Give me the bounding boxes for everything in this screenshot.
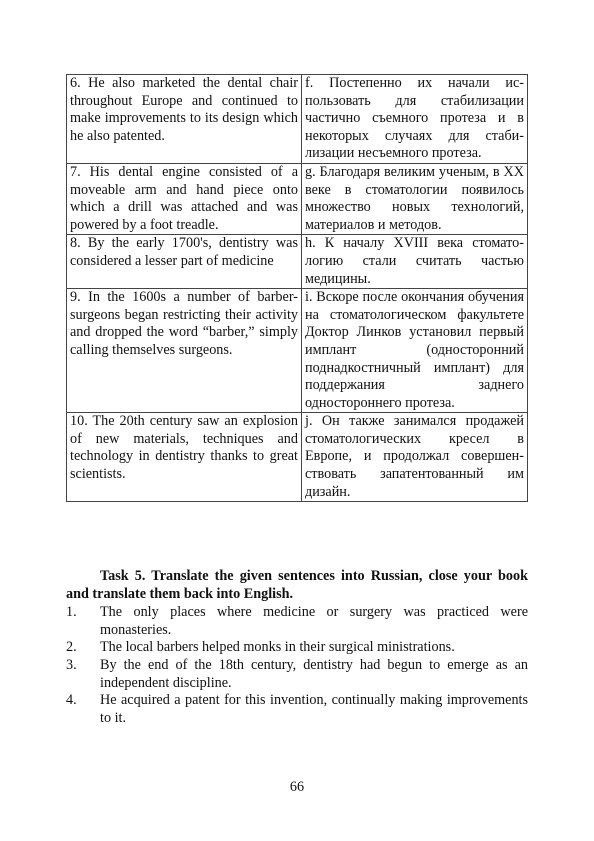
english-sentence-cell: 7. His dental engine consisted of a moveable arm and hand piece onto which a drill was attached and was powered by a foot treadle.: [67, 163, 302, 234]
russian-sentence-cell: h. К началу XVIII века стоматологию стали считать частью медицины.: [302, 235, 528, 289]
task-heading: Task 5. Translate the given sentences into Russian, close your book and translate them back into English.: [66, 568, 528, 602]
item-number: 2.: [66, 639, 77, 656]
english-sentence-cell: 10. The 20th century saw an explosion of new materials, techniques and technology in dentistry thanks to great scientists.: [67, 413, 302, 502]
english-sentence-cell: 9. In the 1600s a number of barber-surgeons began restricting their activity and dropped the word “barber,” simply calling themselves surgeons.: [67, 289, 302, 413]
table-row: [67, 75, 528, 164]
item-number: 3.: [66, 656, 77, 673]
item-text: The only places where medicine or surgery was practiced were monasteries.: [100, 604, 528, 638]
table-row: [67, 289, 528, 413]
english-sentence-cell: 8. By the early 1700's, dentistry was considered a lesser part of medicine: [67, 235, 302, 289]
russian-sentence-cell: g. Благодаря великим ученым, в XX веке в стоматологии появилось множество новых технологий, материалов и методов.: [302, 163, 528, 234]
item-text: By the end of the 18th century, dentistry had begun to emerge as an independent discipline.: [100, 656, 528, 691]
list-item: [66, 639, 528, 657]
table-row: [67, 163, 528, 234]
russian-sentence-cell: i. Вскоре после окончания обучения на стоматологическом факультете Доктор Линков установил первый имплант (односторонний поднадкостничный имплант) для поддержания заднего одностороннего протеза.: [302, 289, 528, 413]
item-text: He acquired a patent for this invention, continually making improvements to it.: [100, 692, 528, 726]
item-text: The local barbers helped monks in their surgical ministrations.: [100, 639, 455, 656]
matching-table: [66, 74, 528, 502]
list-item: [66, 657, 528, 692]
task-5-section: [66, 568, 528, 727]
table-row: [67, 235, 528, 289]
russian-sentence-cell: j. Он также занимался продажей стоматологических кресел в Европе, и продолжал совершенствовать запатентованный им дизайн.: [302, 413, 528, 502]
item-number: 1.: [66, 604, 77, 621]
item-number: 4.: [66, 692, 77, 709]
list-item: [66, 604, 528, 639]
page-number: 66: [289, 779, 305, 795]
table-row: [67, 413, 528, 502]
english-sentence-cell: 6. He also marketed the dental chair throughout Europe and continued to make improvements to its design which he also patented.: [67, 75, 302, 164]
list-item: [66, 692, 528, 727]
task-sentence-list: [66, 604, 528, 727]
russian-sentence-cell: f. Постепенно их начали использовать для стабилизации частично съемного протеза и в некоторых случаях для стабилизации несъемного протеза.: [302, 75, 528, 164]
